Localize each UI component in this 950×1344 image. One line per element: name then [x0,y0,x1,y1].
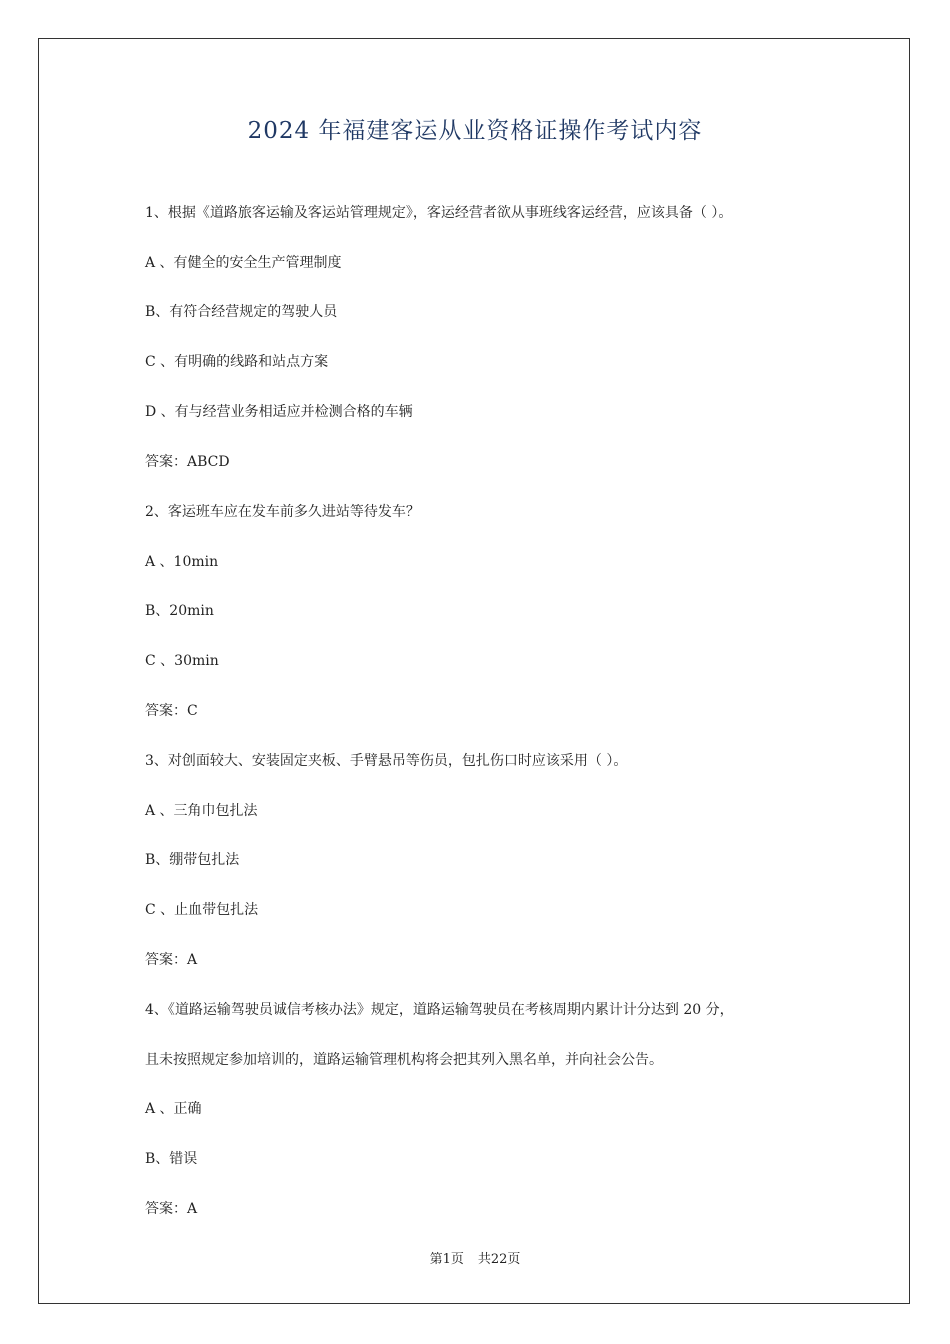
question-4-answer: 答案：A [145,1201,198,1217]
question-1-option-c: C 、有明确的线路和站点方案 [145,354,329,370]
question-1-answer: 答案：ABCD [145,454,230,470]
question-3-answer: 答案：A [145,952,198,968]
document-title: 2024 年福建客运从业资格证操作考试内容 [247,118,703,144]
question-3-text: 3、对创面较大、安装固定夹板、手臂悬吊等伤员，包扎伤口时应该采用（ ）。 [145,753,628,769]
question-4-option-b: B、错误 [145,1151,198,1167]
question-2-text: 2、客运班车应在发车前多久进站等待发车？ [145,504,420,520]
question-1-option-a: A 、有健全的安全生产管理制度 [145,255,342,271]
question-1-option-d: D 、有与经营业务相适应并检测合格的车辆 [145,404,413,420]
question-3-option-c: C 、止血带包扎法 [145,902,259,918]
question-4-text-line-2: 且未按照规定参加培训的，道路运输管理机构将会把其列入黑名单，并向社会公告。 [145,1052,663,1068]
page-footer [0,1248,950,1267]
question-3-option-a: A 、三角巾包扎法 [145,803,258,819]
question-2-answer: 答案：C [145,703,198,719]
page-total: 共22页 [477,1252,521,1267]
question-1-text: 1、根据《道路旅客运输及客运站管理规定》，客运经营者欲从事班线客运经营，应该具备（ ）。 [145,205,733,221]
question-1-option-b: B、有符合经营规定的驾驶人员 [145,304,338,320]
page-number: 第1页 [429,1252,464,1267]
question-2-option-b: B、20min [145,603,214,619]
question-2-option-c: C 、30min [145,653,219,669]
question-2-option-a: A 、10min [145,554,219,570]
question-4-option-a: A 、正确 [145,1101,202,1117]
question-4-text-line-1: 4、《道路运输驾驶员诚信考核办法》规定，道路运输驾驶员在考核周期内累计计分达到 20 分， [145,1002,734,1018]
question-3-option-b: B、绷带包扎法 [145,852,240,868]
